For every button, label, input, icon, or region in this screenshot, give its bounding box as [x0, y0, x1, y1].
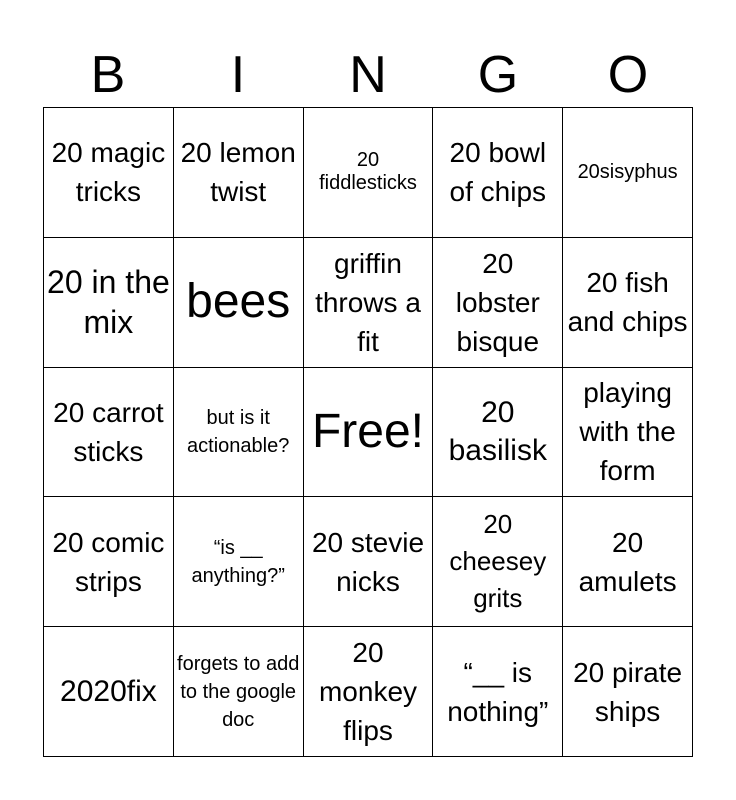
bingo-grid — [43, 107, 693, 757]
bingo-cell-r4-c1[interactable] — [44, 497, 174, 627]
bingo-cell-r4-c2[interactable] — [174, 497, 304, 627]
bingo-cell-r4-c4[interactable] — [433, 497, 563, 627]
cell-label: 2020fix — [60, 674, 157, 708]
cell-label: 20sisyphus — [577, 160, 678, 183]
cell-label: 20 fiddlesticks — [319, 149, 417, 195]
cell-label: 20 lobster bisque — [455, 247, 540, 357]
bingo-cell-r2-c2[interactable] — [174, 238, 304, 368]
bingo-cell-r5-c1[interactable] — [44, 627, 174, 757]
cell-label: bees — [186, 275, 291, 329]
header-letter-i: I — [230, 46, 246, 104]
bingo-header — [43, 44, 693, 106]
bingo-cell-r2-c5[interactable] — [563, 238, 693, 368]
cell-label: 20 bowl of chips — [449, 137, 547, 208]
cell-label: 20 stevie nicks — [311, 526, 425, 597]
bingo-cell-r3-c5[interactable] — [563, 368, 693, 498]
cell-label: “is __ anything?” — [191, 536, 285, 587]
header-letter-o: O — [607, 46, 649, 104]
bingo-cell-r1-c5[interactable] — [563, 108, 693, 238]
bingo-cell-r5-c4[interactable] — [433, 627, 563, 757]
cell-label: griffin throws a fit — [315, 247, 421, 357]
bingo-cell-r3-c2[interactable] — [174, 368, 304, 498]
cell-label: 20 in the mix — [47, 264, 170, 341]
cell-label: 20 comic strips — [52, 526, 165, 597]
bingo-cell-r2-c1[interactable] — [44, 238, 174, 368]
bingo-cell-r5-c3[interactable] — [304, 627, 434, 757]
cell-label: playing with the form — [579, 377, 676, 487]
cell-label: 20 carrot sticks — [53, 396, 164, 467]
header-letter-b: B — [90, 46, 126, 104]
cell-label: Free! — [311, 404, 424, 458]
bingo-cell-r3-c1[interactable] — [44, 368, 174, 498]
bingo-cell-r5-c2[interactable] — [174, 627, 304, 757]
bingo-cell-r1-c1[interactable] — [44, 108, 174, 238]
bingo-cell-r4-c5[interactable] — [563, 497, 693, 627]
bingo-cell-r4-c3[interactable] — [304, 497, 434, 627]
cell-label: 20 pirate ships — [573, 656, 683, 727]
cell-label: but is it actionable? — [187, 406, 290, 457]
bingo-cell-r3-c3[interactable] — [304, 368, 434, 498]
cell-label: 20 magic tricks — [51, 137, 166, 208]
header-letter-g: G — [477, 46, 519, 104]
bingo-cell-r1-c4[interactable] — [433, 108, 563, 238]
bingo-cell-r1-c3[interactable] — [304, 108, 434, 238]
cell-label: forgets to add to the google doc — [177, 652, 300, 731]
bingo-cell-r5-c5[interactable] — [563, 627, 693, 757]
header-letter-n: N — [349, 46, 387, 104]
cell-label: 20 cheesey grits — [449, 509, 547, 614]
cell-label: 20 monkey flips — [318, 637, 418, 747]
bingo-cell-r2-c4[interactable] — [433, 238, 563, 368]
cell-label: 20 amulets — [578, 526, 677, 597]
bingo-cell-r3-c4[interactable] — [433, 368, 563, 498]
cell-label: 20 lemon twist — [180, 137, 296, 208]
cell-label: 20 fish and chips — [567, 267, 688, 338]
bingo-cell-r1-c2[interactable] — [174, 108, 304, 238]
bingo-cell-r2-c3[interactable] — [304, 238, 434, 368]
cell-label: “__ is nothing” — [447, 656, 549, 727]
cell-label: 20 basilisk — [448, 395, 547, 467]
